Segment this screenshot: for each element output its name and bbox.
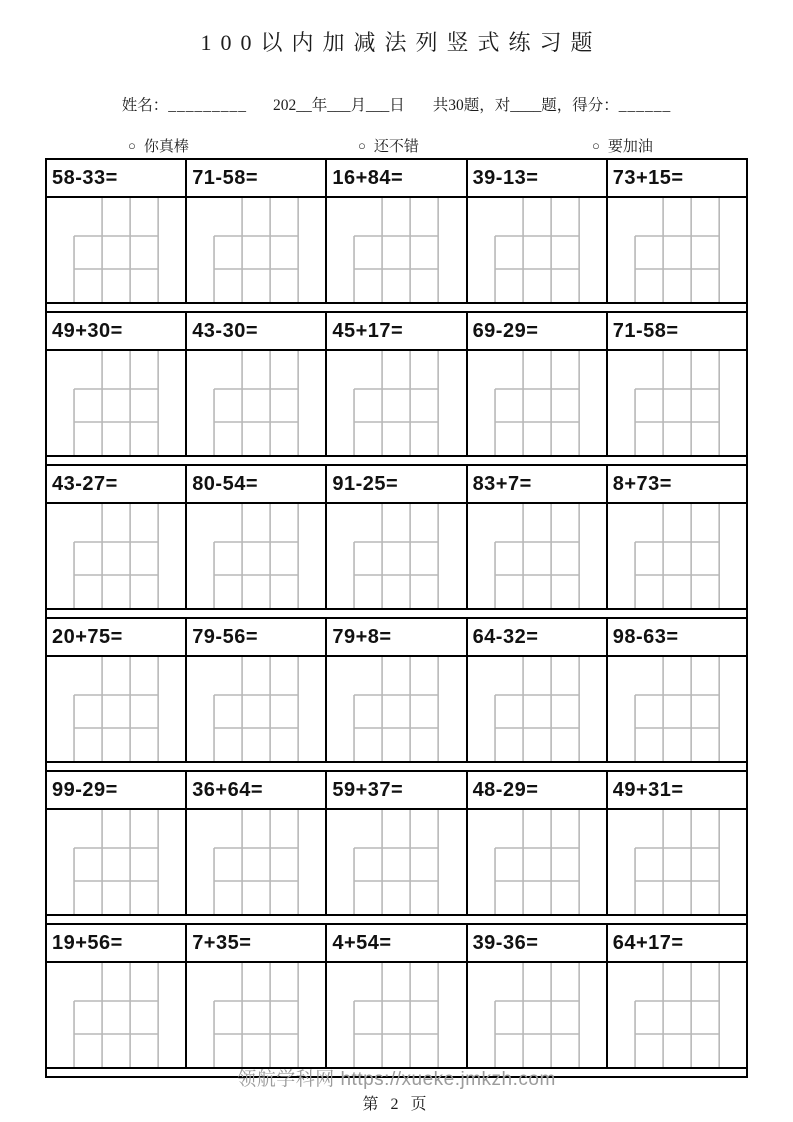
vertical-calc-grid-icon xyxy=(327,810,465,914)
problem-text: 71-58= xyxy=(607,312,747,350)
problems-table xyxy=(45,158,748,1078)
problem-text: 79+8= xyxy=(326,618,466,656)
vertical-calc-grid-icon xyxy=(187,198,325,302)
problem-text: 80-54= xyxy=(186,465,326,503)
work-area xyxy=(326,350,466,456)
page-number: 第 2 页 xyxy=(362,1096,431,1113)
name-field xyxy=(122,93,247,115)
work-area xyxy=(467,503,607,609)
info-line xyxy=(0,93,793,115)
work-area xyxy=(607,197,747,303)
work-area xyxy=(467,350,607,456)
vertical-calc-grid-icon xyxy=(468,657,606,761)
circle-icon: ○ xyxy=(128,138,136,153)
vertical-calc-grid-icon xyxy=(47,657,185,761)
vertical-calc-grid-icon xyxy=(327,963,465,1067)
work-row xyxy=(46,503,747,609)
work-area xyxy=(607,503,747,609)
problem-row xyxy=(46,465,747,503)
problem-text: 64-32= xyxy=(467,618,607,656)
problem-text: 99-29= xyxy=(46,771,186,809)
problem-text: 98-63= xyxy=(607,618,747,656)
circle-icon: ○ xyxy=(592,138,600,153)
problem-text: 39-36= xyxy=(467,924,607,962)
problem-text: 16+84= xyxy=(326,159,466,197)
spacer-row xyxy=(46,303,747,312)
problem-text: 59+37= xyxy=(326,771,466,809)
vertical-calc-grid-icon xyxy=(327,351,465,455)
problem-row xyxy=(46,159,747,197)
work-area xyxy=(467,197,607,303)
vertical-calc-grid-icon xyxy=(47,963,185,1067)
spacer-cell xyxy=(46,762,747,771)
work-area xyxy=(326,809,466,915)
problem-text: 83+7= xyxy=(467,465,607,503)
vertical-calc-grid-icon xyxy=(468,504,606,608)
work-area xyxy=(186,503,326,609)
work-area xyxy=(607,962,747,1068)
score-blank: ______ xyxy=(618,97,672,114)
problem-text: 45+17= xyxy=(326,312,466,350)
vertical-calc-grid-icon xyxy=(47,198,185,302)
problem-row xyxy=(46,618,747,656)
vertical-calc-grid-icon xyxy=(327,657,465,761)
work-row xyxy=(46,350,747,456)
problem-text: 73+15= xyxy=(607,159,747,197)
vertical-calc-grid-icon xyxy=(468,963,606,1067)
vertical-calc-grid-icon xyxy=(608,504,746,608)
work-row xyxy=(46,809,747,915)
vertical-calc-grid-icon xyxy=(327,504,465,608)
page-title: 100以内加减法列竖式练习题 xyxy=(200,30,602,55)
vertical-calc-grid-icon xyxy=(608,657,746,761)
work-area xyxy=(326,197,466,303)
problem-text: 36+64= xyxy=(186,771,326,809)
vertical-calc-grid-icon xyxy=(608,351,746,455)
work-area xyxy=(467,656,607,762)
problem-row xyxy=(46,771,747,809)
spacer-row xyxy=(46,456,747,465)
problem-text: 4+54= xyxy=(326,924,466,962)
work-area xyxy=(326,962,466,1068)
rating-label: 你真棒 xyxy=(143,139,189,155)
work-area xyxy=(186,656,326,762)
rating-label: 还不错 xyxy=(373,139,419,155)
work-row xyxy=(46,962,747,1068)
rating-label: 要加油 xyxy=(607,139,653,155)
spacer-row xyxy=(46,762,747,771)
problem-text: 49+30= xyxy=(46,312,186,350)
problem-text: 71-58= xyxy=(186,159,326,197)
work-area xyxy=(607,350,747,456)
rating-option-ok xyxy=(358,135,419,156)
problems-table-body xyxy=(46,159,747,1077)
work-area xyxy=(186,197,326,303)
name-label: 姓名： xyxy=(121,97,169,114)
watermark: 领航学科网 https://xueke.jmkzh.com xyxy=(237,1069,556,1090)
rating-option-great xyxy=(128,135,189,156)
work-area xyxy=(186,350,326,456)
spacer-cell xyxy=(46,609,747,618)
spacer-cell xyxy=(46,915,747,924)
vertical-calc-grid-icon xyxy=(608,810,746,914)
work-row xyxy=(46,656,747,762)
work-area xyxy=(467,809,607,915)
problem-text: 48-29= xyxy=(467,771,607,809)
vertical-calc-grid-icon xyxy=(187,963,325,1067)
vertical-calc-grid-icon xyxy=(187,810,325,914)
vertical-calc-grid-icon xyxy=(608,198,746,302)
problem-text: 58-33= xyxy=(46,159,186,197)
problem-text: 39-13= xyxy=(467,159,607,197)
vertical-calc-grid-icon xyxy=(608,963,746,1067)
problem-text: 49+31= xyxy=(607,771,747,809)
problem-text: 79-56= xyxy=(186,618,326,656)
vertical-calc-grid-icon xyxy=(47,351,185,455)
spacer-cell xyxy=(46,456,747,465)
vertical-calc-grid-icon xyxy=(468,351,606,455)
problem-text: 64+17= xyxy=(607,924,747,962)
date-field: 202__年___月___日 xyxy=(272,97,405,114)
work-area xyxy=(326,656,466,762)
work-area xyxy=(326,503,466,609)
work-area xyxy=(46,656,186,762)
vertical-calc-grid-icon xyxy=(47,504,185,608)
problem-text: 43-30= xyxy=(186,312,326,350)
work-area xyxy=(607,656,747,762)
work-area xyxy=(467,962,607,1068)
vertical-calc-grid-icon xyxy=(187,351,325,455)
problem-text: 20+75= xyxy=(46,618,186,656)
spacer-row xyxy=(46,609,747,618)
work-area xyxy=(607,809,747,915)
problem-text: 8+73= xyxy=(607,465,747,503)
spacer-cell xyxy=(46,303,747,312)
vertical-calc-grid-icon xyxy=(468,810,606,914)
work-row xyxy=(46,197,747,303)
work-area xyxy=(186,962,326,1068)
problem-text: 19+56= xyxy=(46,924,186,962)
work-area xyxy=(46,197,186,303)
vertical-calc-grid-icon xyxy=(187,657,325,761)
problem-text: 43-27= xyxy=(46,465,186,503)
problem-text: 91-25= xyxy=(326,465,466,503)
name-blank: _________ xyxy=(168,97,247,114)
vertical-calc-grid-icon xyxy=(47,810,185,914)
work-area xyxy=(46,809,186,915)
score-field xyxy=(433,93,672,115)
spacer-row xyxy=(46,915,747,924)
circle-icon: ○ xyxy=(358,138,366,153)
work-area xyxy=(46,503,186,609)
rating-options xyxy=(45,135,748,157)
work-area xyxy=(46,350,186,456)
problem-text: 7+35= xyxy=(186,924,326,962)
vertical-calc-grid-icon xyxy=(327,198,465,302)
problem-row xyxy=(46,924,747,962)
problem-row xyxy=(46,312,747,350)
vertical-calc-grid-icon xyxy=(187,504,325,608)
score-label: 共30题，对____题，得分： xyxy=(432,97,619,114)
work-area xyxy=(186,809,326,915)
problem-text: 69-29= xyxy=(467,312,607,350)
vertical-calc-grid-icon xyxy=(468,198,606,302)
work-area xyxy=(46,962,186,1068)
rating-option-effort xyxy=(592,135,653,156)
